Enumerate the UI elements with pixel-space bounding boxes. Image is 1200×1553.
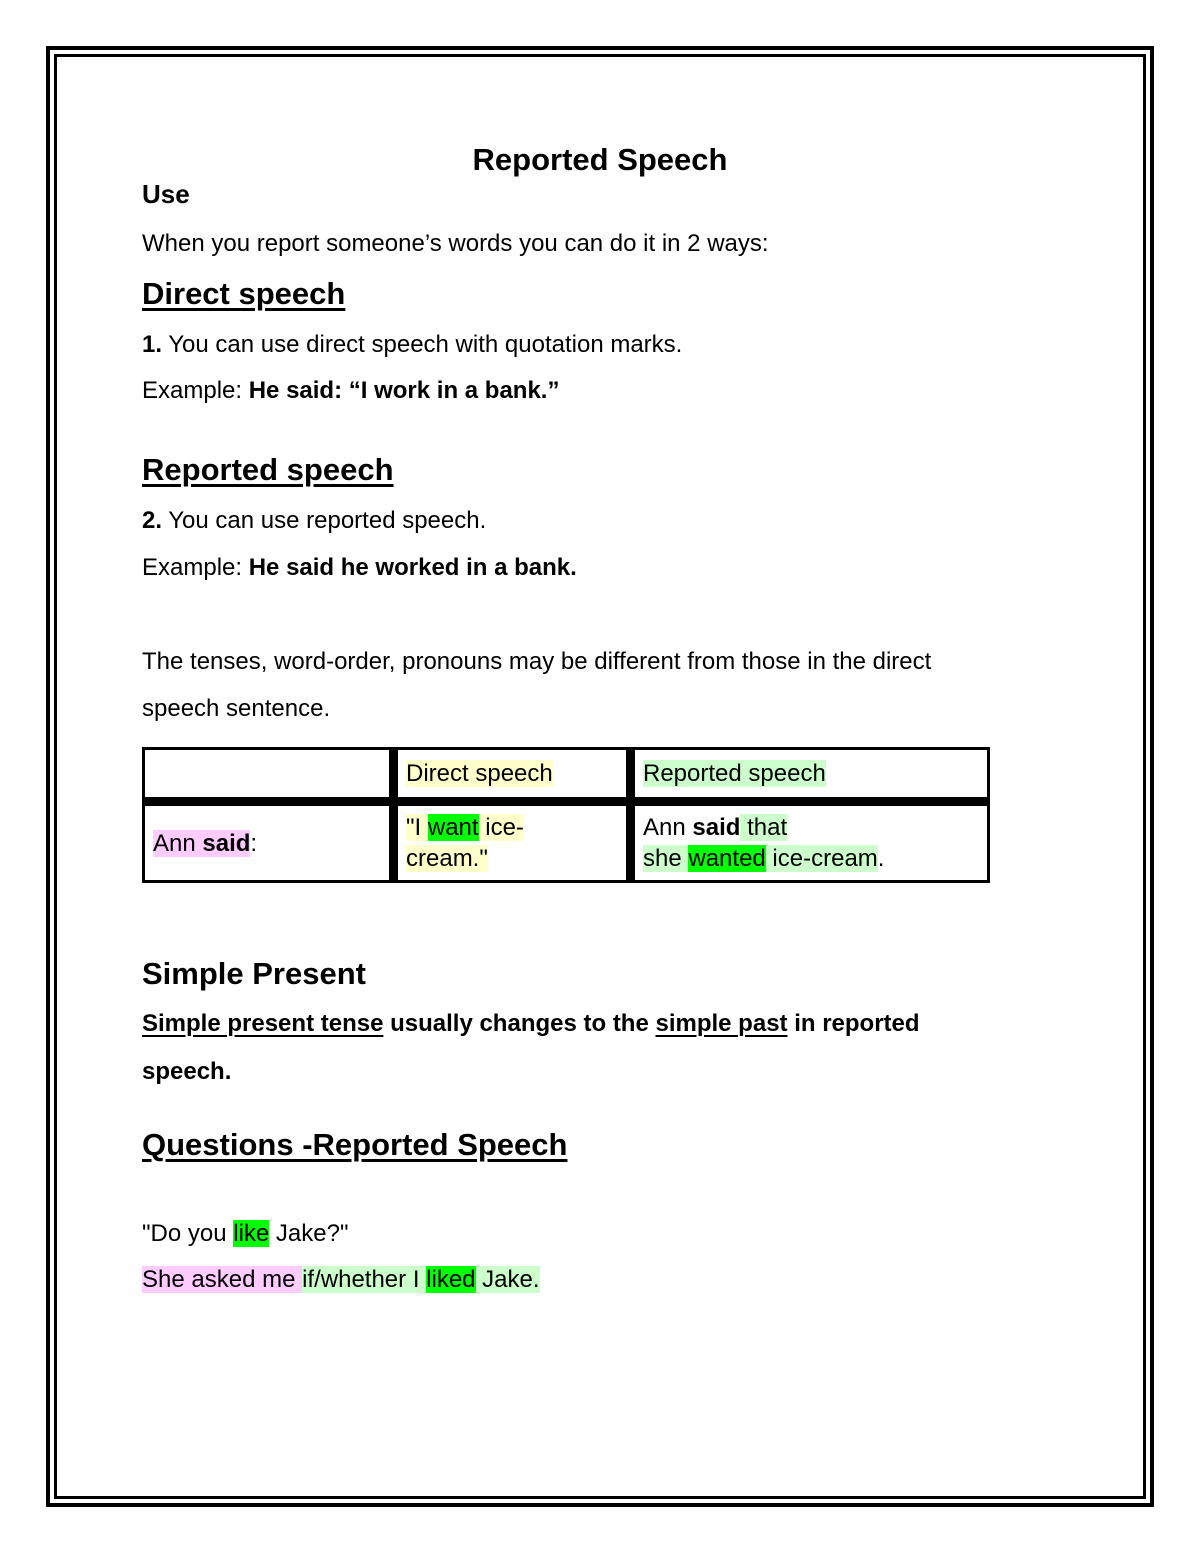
- reporting-clause: She asked me: [142, 1266, 303, 1293]
- rep-name: Ann: [643, 814, 693, 841]
- if-whether: if/whether I: [302, 1266, 427, 1293]
- comparison-table: [142, 747, 990, 883]
- rep-dot: .: [877, 845, 885, 873]
- simple-present-rule-line1: [142, 1010, 920, 1038]
- rule-end: in reported: [787, 1010, 920, 1037]
- reported-end: Jake.: [475, 1266, 540, 1293]
- intro-text: When you report someone’s words you can do it in 2 ways:: [142, 230, 769, 257]
- direct-speech-example: [142, 377, 559, 405]
- header-reported-label: Reported speech: [643, 759, 826, 787]
- term-simple-present: Simple present tense: [142, 1010, 384, 1037]
- example-label: Example:: [142, 554, 249, 581]
- verb-want: want: [427, 814, 479, 841]
- rule-number: 1.: [142, 331, 163, 358]
- rule-text: You can use direct speech with quotation marks.: [162, 331, 683, 358]
- rep-ice: ice-cream: [765, 845, 878, 873]
- rule-text: You can use reported speech.: [162, 507, 487, 534]
- rep-that: that: [740, 814, 788, 841]
- reported-speech-rule: [142, 507, 486, 535]
- simple-present-heading: Simple Present: [142, 956, 366, 991]
- table-cell-direct: [392, 800, 629, 883]
- direct-quote-line2: cream.": [406, 845, 488, 873]
- page-title: Reported Speech: [472, 142, 728, 177]
- tenses-note-line2: speech sentence.: [142, 695, 331, 722]
- question-direct: [142, 1220, 348, 1248]
- direct-speech-heading: Direct speech: [142, 276, 346, 311]
- question-open: "Do you: [142, 1220, 234, 1247]
- rep-verb: said: [692, 814, 741, 841]
- table-cell-reported: [629, 800, 990, 883]
- example-sentence: He said: “I work in a bank.”: [248, 377, 560, 404]
- quote-ice: ice-: [478, 814, 524, 841]
- header-direct-label: Direct speech: [406, 759, 553, 787]
- question-reported: [142, 1266, 540, 1294]
- reported-clause: [302, 1266, 539, 1293]
- table-header-row: [142, 747, 990, 800]
- table-header-reported: [629, 747, 990, 800]
- rule-mid: usually changes to the: [383, 1010, 656, 1037]
- use-heading: Use: [142, 179, 190, 209]
- table-row: [142, 800, 990, 883]
- table-cell-empty: [142, 747, 392, 800]
- table-cell-speaker: [142, 800, 392, 883]
- direct-speech-rule: [142, 331, 682, 359]
- quote-open: "I: [406, 814, 428, 841]
- verb-wanted: wanted: [688, 845, 766, 873]
- term-simple-past: simple past: [655, 1010, 788, 1037]
- question-end: Jake?": [269, 1220, 349, 1247]
- rep-she: she: [643, 845, 689, 873]
- speaker-verb: said: [202, 829, 251, 857]
- table-header-direct: [392, 747, 629, 800]
- speaker-highlight: [153, 830, 250, 857]
- rule-number: 2.: [142, 507, 163, 534]
- verb-liked: liked: [426, 1266, 476, 1293]
- tenses-note-line1: The tenses, word-order, pronouns may be different from those in the direct: [142, 648, 932, 675]
- reported-speech-heading: Reported speech: [142, 452, 394, 487]
- example-sentence: He said he worked in a bank.: [248, 554, 577, 581]
- example-label: Example:: [142, 377, 249, 404]
- direct-quote-line1: [406, 814, 524, 841]
- reported-speech-example: [142, 554, 577, 582]
- simple-present-rule-line2: speech.: [142, 1058, 232, 1085]
- rep-clause: [643, 845, 878, 872]
- verb-like: like: [233, 1220, 270, 1247]
- questions-heading: Questions -Reported Speech: [142, 1127, 568, 1162]
- speaker-colon: :: [250, 829, 258, 857]
- speaker-name: Ann: [153, 829, 203, 857]
